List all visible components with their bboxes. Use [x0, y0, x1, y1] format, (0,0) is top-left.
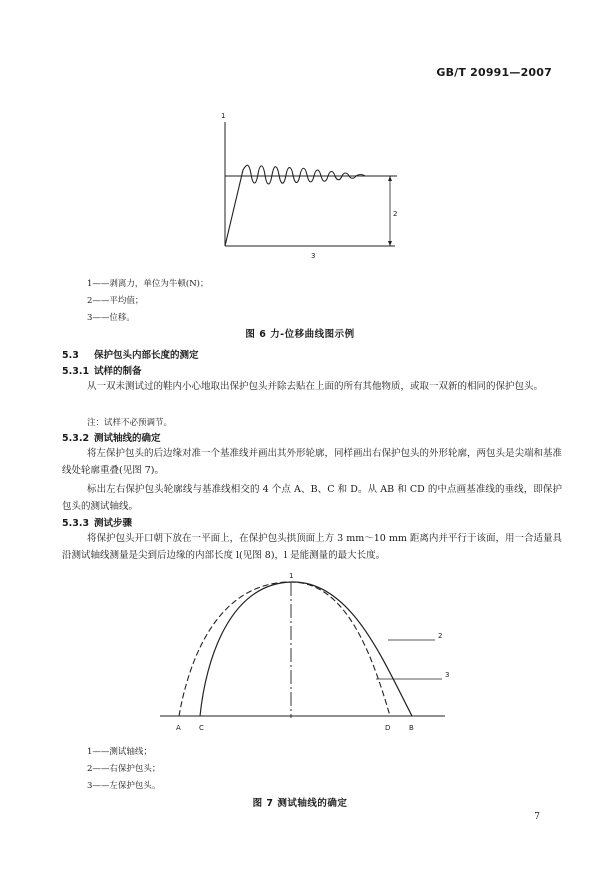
page-number: 7	[534, 812, 540, 822]
fig7-point-d: D	[385, 724, 391, 732]
section-5-3-heading	[62, 347, 199, 361]
figure-6-legend	[87, 276, 208, 327]
fig7-callout-2: 2	[438, 632, 443, 640]
section-number: 5.3.3	[62, 518, 90, 529]
fig7-right-toe-cap-outline	[200, 582, 412, 716]
fig7-point-a: A	[176, 724, 181, 732]
section-title: 测试步骤	[94, 518, 133, 529]
standard-number: GB/T 20991—2007	[436, 66, 552, 79]
fig6-callout-3: 3	[311, 252, 316, 258]
section-number: 5.3	[62, 350, 79, 361]
figure-7-legend	[87, 744, 160, 795]
section-title: 测试轴线的确定	[94, 433, 161, 444]
fig7-legend-item: 3——左保护包头。	[87, 781, 161, 791]
fig6-legend-item: 3——位移。	[87, 313, 135, 323]
fig7-legend-item: 1——测试轴线；	[87, 747, 152, 757]
fig7-callout-1: 1	[289, 572, 294, 580]
section-title: 保护包头内部长度的测定	[94, 350, 199, 361]
fig7-point-c: C	[199, 724, 204, 732]
figure-6-caption: 图 6 力-位移曲线图示例	[245, 329, 355, 340]
fig6-callout-2: 2	[393, 210, 398, 218]
fig6-force-curve	[225, 165, 365, 246]
section-5-3-3-heading	[62, 515, 132, 529]
section-5-3-1-heading	[62, 363, 142, 377]
section-number: 5.3.2	[62, 433, 90, 444]
paragraph-5-3-3: 将保护包头开口朝下放在一平面上，在保护包头拱顶面上方 3 mm～10 mm 距离内并平行于该面，用一合适量具沿测试轴线测量是尖到后边缘的内部长度 l(见图 8)，l 是能测量的最大长度。	[62, 533, 562, 561]
section-number: 5.3.1	[62, 366, 90, 377]
note-5-3-1: 注：试样不必预调节。	[87, 418, 173, 428]
section-title: 试样的制备	[94, 366, 142, 377]
figure-7-caption: 图 7 测试轴线的确定	[252, 798, 348, 809]
fig7-legend-item: 2——右保护包头；	[87, 764, 161, 774]
fig6-legend-item: 1——剥离力，单位为牛顿(N)；	[87, 279, 209, 289]
paragraph-5-3-1: 从一双未测试过的鞋内小心地取出保护包头并除去贴在上面的所有其他物质，或取一双新的相同的保护包头。	[87, 381, 544, 392]
figure-6-force-displacement-chart	[215, 108, 405, 258]
paragraph-5-3-2-b: 标出左右保护包头轮廓线与基准线相交的 4 个点 A、B、C 和 D。从 AB 和 CD 的中点画基准线的垂线，即保护包头的测试轴线。	[62, 484, 562, 512]
figure-7-test-axis-diagram	[150, 568, 460, 740]
fig6-legend-item: 2——平均值；	[87, 296, 144, 306]
fig7-callout-3: 3	[445, 671, 450, 679]
fig6-callout-1: 1	[221, 112, 226, 120]
paragraph-5-3-2-a: 将左保护包头的后边缘对准一个基准线并画出其外形轮廓，同样画出右保护包头的外形轮廓，两包头是尖端和基准线处轮廓重叠(见图 7)。	[62, 448, 563, 476]
section-5-3-2-heading	[62, 430, 161, 444]
fig7-point-b: B	[409, 724, 414, 732]
fig7-left-toe-cap-outline	[179, 582, 390, 716]
